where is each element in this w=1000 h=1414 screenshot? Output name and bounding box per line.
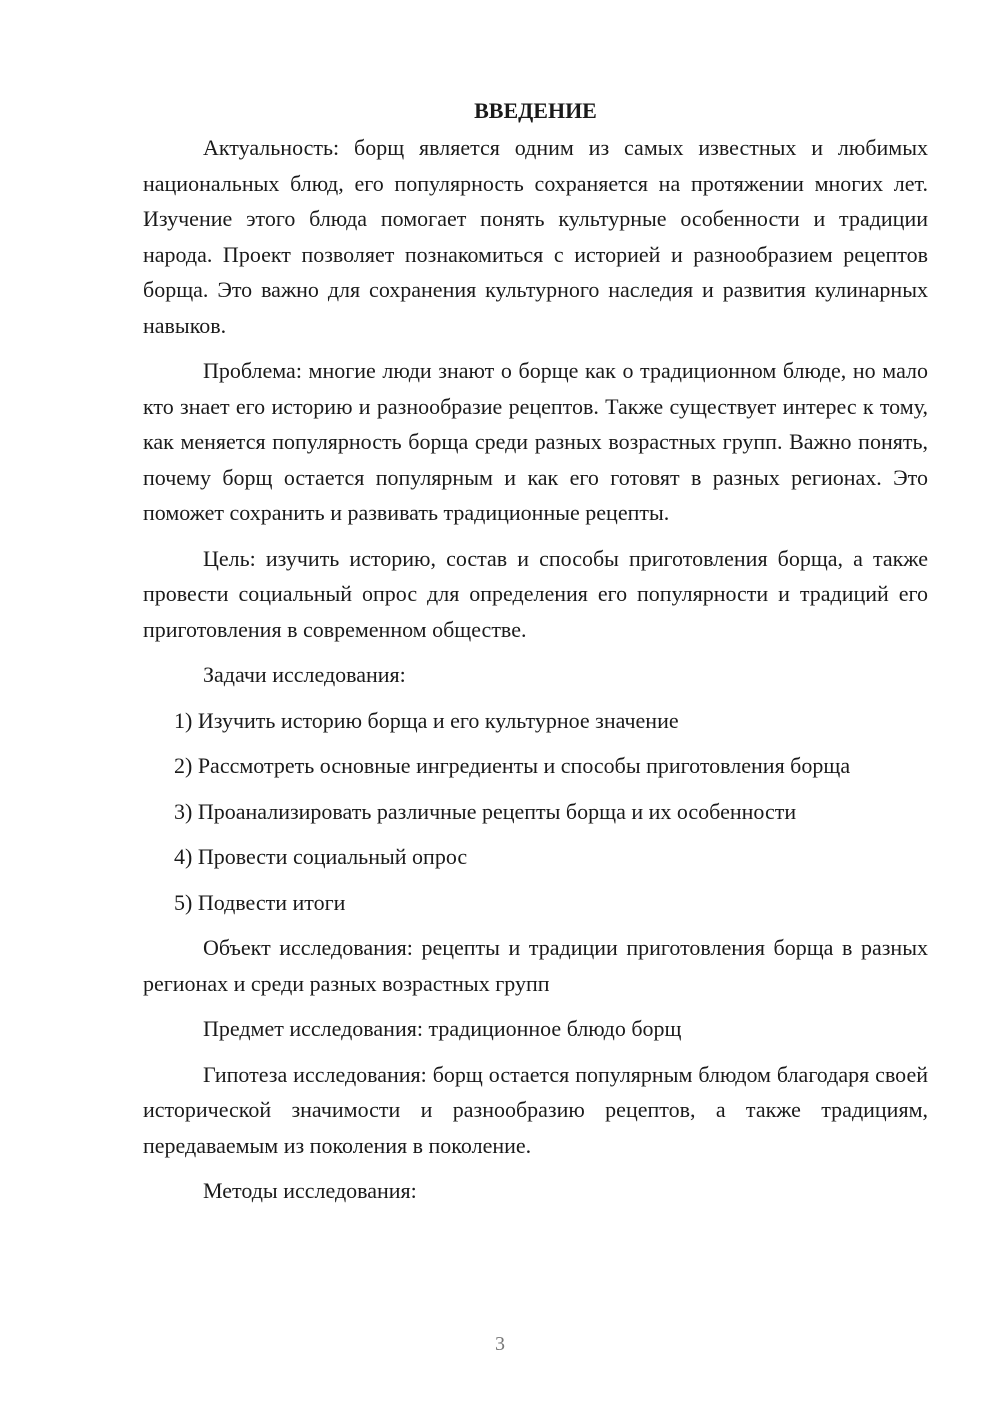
task-item-3: 3) Проанализировать различные рецепты борща и их особенности xyxy=(174,798,797,824)
paragraph-subject: Предмет исследования: традиционное блюдо борщ xyxy=(203,1016,682,1041)
paragraph-relevance: Актуальность: борщ является одним из самых известных и любимых национальных блюд, его популярность сохраняется на протяжении многих лет. Изучение этого блюда помогает понять культурные особенности и традиции народа. Проект позволяет познакомиться с историей и разнообразием рецептов борща. Это важно для сохранения культурного наследия и развития кулинарных навыков. xyxy=(143,135,928,338)
paragraph-object: Объект исследования: рецепты и традиции приготовления борща в разных регионах и среди разных возрастных групп xyxy=(143,935,928,996)
document-page xyxy=(143,93,928,1219)
task-item-1: 1) Изучить историю борща и его культурное значение xyxy=(174,707,679,733)
task-item-2: 2) Рассмотреть основные ингредиенты и способы приготовления борща xyxy=(174,753,851,778)
page-number: 3 xyxy=(495,1333,505,1355)
paragraph-goal: Цель: изучить историю, состав и способы приготовления борща, а также провести социальный опрос для определения его популярности и традиций его приготовления в современном обществе. xyxy=(143,545,928,642)
paragraph-hypothesis: Гипотеза исследования: борщ остается популярным блюдом благодаря своей исторической значимости и разнообразию рецептов, а также традициям, передаваемым из поколения в поколение. xyxy=(143,1061,928,1158)
methods-heading: Методы исследования: xyxy=(203,1178,417,1203)
task-item-5: 5) Подвести итоги xyxy=(174,889,346,915)
task-item-4: 4) Провести социальный опрос xyxy=(174,844,468,869)
page-title: ВВЕДЕНИЕ xyxy=(474,98,597,123)
paragraph-problem: Проблема: многие люди знают о борще как о традиционном блюде, но мало кто знает его историю и разнообразие рецептов. Также существует интерес к тому, как меняется популярность борща среди разных возрастных групп. Важно понять, почему борщ остается популярным и как его готовят в разных регионах. Это поможет сохранить и развивать традиционные рецепты. xyxy=(143,358,928,525)
tasks-heading: Задачи исследования: xyxy=(203,662,406,687)
